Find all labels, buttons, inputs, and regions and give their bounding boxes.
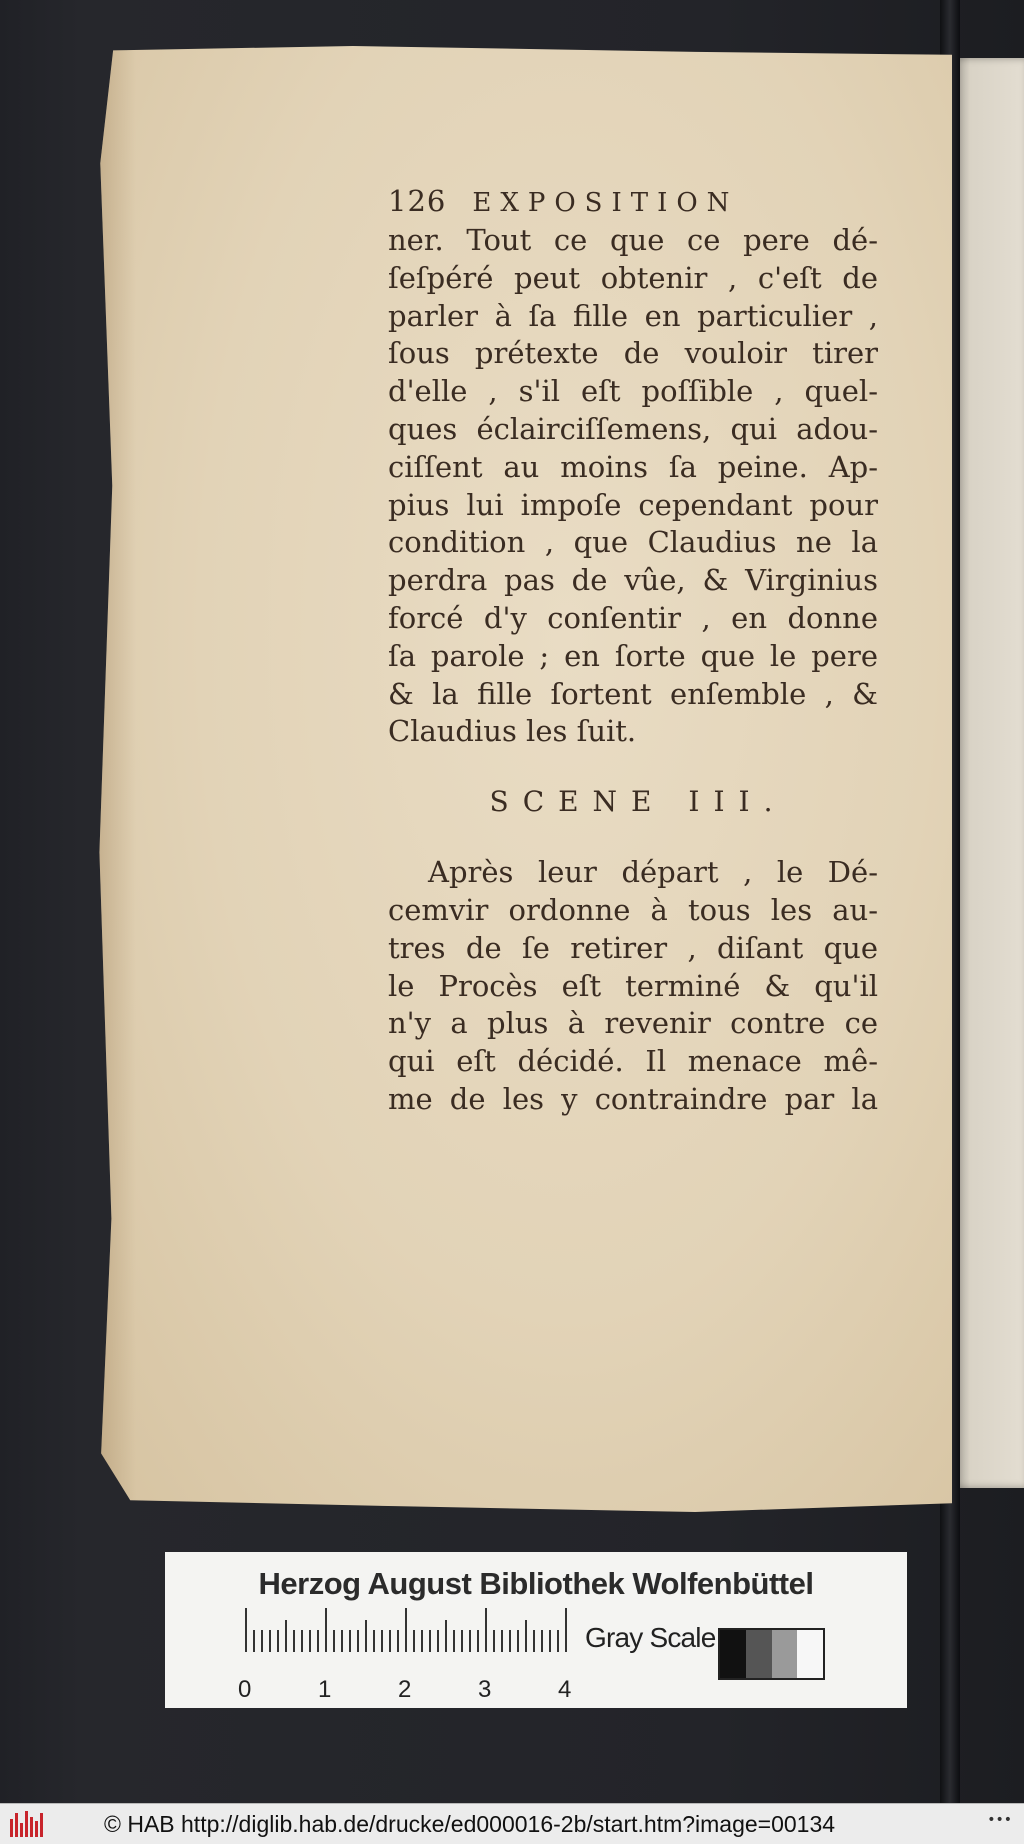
scale-ruler xyxy=(245,1622,570,1672)
ruler-tick xyxy=(549,1630,551,1652)
ruler-tick xyxy=(525,1620,527,1652)
ruler-tick xyxy=(493,1630,495,1652)
ruler-tick xyxy=(541,1630,543,1652)
ruler-tick xyxy=(429,1630,431,1652)
ruler-tick xyxy=(253,1630,255,1652)
ruler-tick xyxy=(349,1630,351,1652)
ruler-tick xyxy=(365,1620,367,1652)
text-line: le Procès eſt terminé & qu'il xyxy=(388,968,878,1003)
ruler-tick xyxy=(277,1630,279,1652)
color-calibration-bar xyxy=(165,1552,907,1708)
text-line: n'y a plus à revenir contre ce xyxy=(388,1006,878,1041)
ruler-tick xyxy=(533,1630,535,1652)
footer-bar xyxy=(0,1803,1024,1844)
text-line: parler à ſa fille en particulier , xyxy=(388,298,878,333)
gray-patch xyxy=(772,1630,798,1678)
text-line: me de les y contraindre par la xyxy=(388,1081,878,1116)
ruler-tick xyxy=(373,1630,375,1652)
text-line: ner. Tout ce que ce pere dé- xyxy=(388,223,878,257)
ruler-tick xyxy=(285,1620,287,1652)
ruler-number: 2 xyxy=(398,1676,412,1703)
text-line: & la fille ſortent enſemble , & xyxy=(388,676,878,711)
text-line: ſeſpéré peut obtenir , c'eſt de xyxy=(388,260,878,295)
ruler-tick xyxy=(381,1630,383,1652)
ruler-tick xyxy=(357,1630,359,1652)
ruler-tick xyxy=(325,1608,327,1652)
library-name: Herzog August Bibliothek Wolfenbüttel xyxy=(258,1566,814,1601)
text-line: forcé d'y conſentir , en donne xyxy=(388,600,878,635)
scene-heading: SCENE III. xyxy=(489,785,787,819)
text-line: ſous prétexte de vouloir tirer xyxy=(388,336,878,371)
ruler-number: 3 xyxy=(478,1676,492,1703)
ruler-tick xyxy=(565,1608,567,1652)
ruler-tick xyxy=(317,1630,319,1652)
ruler-tick xyxy=(469,1630,471,1652)
hab-logo-icon xyxy=(10,1811,44,1837)
ruler-number: 1 xyxy=(318,1676,332,1703)
text-line: Après leur départ , le Dé- xyxy=(428,855,878,890)
adjacent-page-edge xyxy=(952,58,1024,1488)
ruler-tick xyxy=(501,1630,503,1652)
gray-patch xyxy=(797,1630,823,1678)
more-icon[interactable]: ••• xyxy=(987,1812,1012,1828)
ruler-tick xyxy=(437,1630,439,1652)
ruler-tick xyxy=(509,1630,511,1652)
ruler-tick xyxy=(261,1630,263,1652)
ruler-tick xyxy=(557,1630,559,1652)
text-line: condition , que Claudius ne la xyxy=(388,525,878,560)
ruler-tick xyxy=(461,1630,463,1652)
ruler-tick xyxy=(293,1630,295,1652)
ruler-tick xyxy=(453,1630,455,1652)
ruler-number: 0 xyxy=(238,1676,252,1703)
page-number: 126 xyxy=(388,184,447,218)
gray-scale-label: Gray Scale xyxy=(585,1622,716,1653)
ruler-tick xyxy=(421,1630,423,1652)
ruler-tick xyxy=(301,1630,303,1652)
text-line: ſa parole ; en ſorte que le pere xyxy=(388,638,878,673)
paragraph xyxy=(388,222,878,751)
ruler-tick xyxy=(397,1630,399,1652)
running-head-title: EXPOSITION xyxy=(472,188,739,218)
text-line: tres de ſe retirer , diſant que xyxy=(388,930,878,965)
gray-patch xyxy=(746,1630,772,1678)
ruler-tick xyxy=(477,1630,479,1652)
text-line: qui eſt décidé. Il menace mê- xyxy=(388,1044,878,1079)
ruler-tick xyxy=(269,1630,271,1652)
ruler-tick xyxy=(309,1630,311,1652)
gray-patch xyxy=(720,1630,746,1678)
text-line: cemvir ordonne à tous les au- xyxy=(388,892,878,927)
ruler-number: 4 xyxy=(558,1676,572,1703)
ruler-tick xyxy=(405,1608,407,1652)
text-line: Claudius les ſuit. xyxy=(388,714,637,749)
page-text xyxy=(388,184,878,1119)
running-head xyxy=(388,184,878,222)
ruler-tick xyxy=(341,1630,343,1652)
ruler-tick xyxy=(485,1608,487,1652)
ruler-tick xyxy=(389,1630,391,1652)
text-line: d'elle , s'il eſt poſſible , quel- xyxy=(388,374,878,409)
text-line: pius lui impoſe cependant pour xyxy=(388,487,878,522)
ruler-tick xyxy=(413,1630,415,1652)
text-line: ciſſent au moins ſa peine. Ap- xyxy=(388,449,878,484)
text-line: perdra pas de vûe, & Virginius xyxy=(388,563,878,598)
ruler-tick xyxy=(517,1630,519,1652)
gray-scale-patches xyxy=(718,1628,825,1680)
ruler-tick xyxy=(333,1630,335,1652)
text-line: ques éclairciſſemens, qui adou- xyxy=(388,411,878,446)
scene-paragraph xyxy=(388,854,878,1119)
ruler-tick xyxy=(245,1608,247,1652)
footer-copyright-link[interactable]: © HAB http://diglib.hab.de/drucke/ed000016-2b/start.htm?image=00134 xyxy=(104,1810,836,1837)
ruler-tick xyxy=(445,1620,447,1652)
